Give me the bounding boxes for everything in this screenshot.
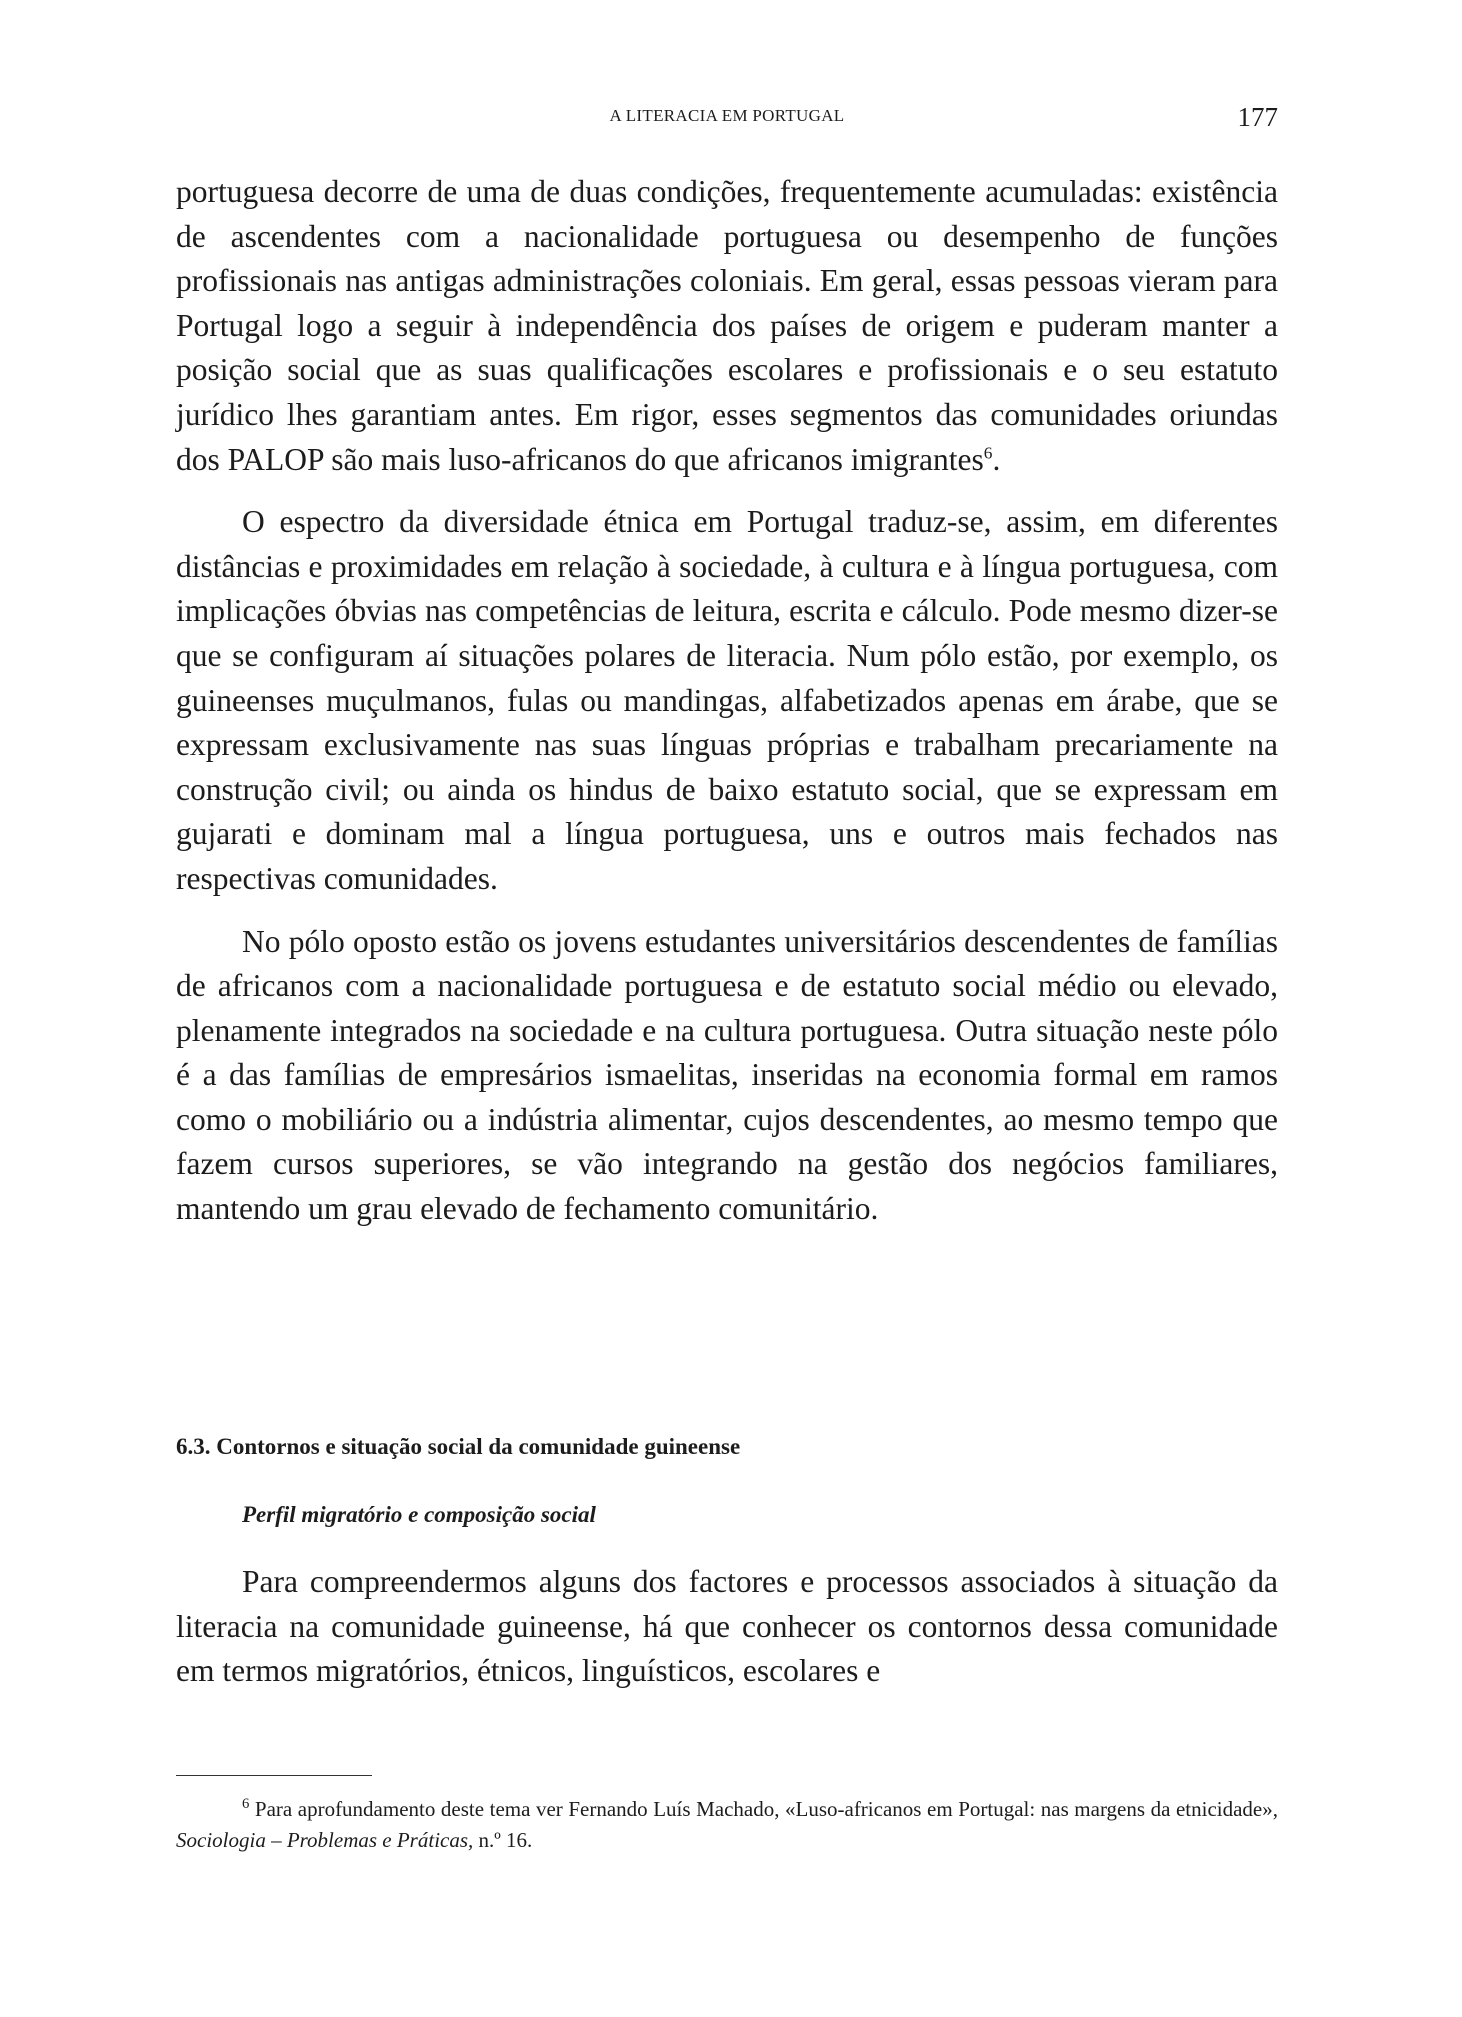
footnote-reference[interactable]: 6 (983, 443, 993, 463)
footnote-journal: Sociologia – Problemas e Práticas, (176, 1828, 474, 1852)
footnote-divider (176, 1775, 372, 1776)
section-body (176, 1560, 1278, 1694)
paragraph-2: O espectro da diversidade étnica em Portugal traduz-se, assim, em diferentes distâncias e proximidades em relação à sociedade, à cultura e à língua portuguesa, com implicações óbvias nas competências de leitura, escrita e cálculo. Pode mesmo dizer-se que se configuram aí situações polares de literacia. Num pólo estão, por exemplo, os guineenses muçulmanos, fulas ou mandingas, alfabetizados apenas em árabe, que se expressam exclusivamente nas suas línguas próprias e trabalham precariamente na construção civil; ou ainda os hindus de baixo estatuto social, que se expressam em gujarati e dominam mal a língua portuguesa, uns e outros mais fechados nas respectivas comunidades. (176, 504, 1278, 896)
footnote-marker: 6 (242, 1796, 250, 1812)
section-heading: 6.3. Contornos e situação social da comunidade guineense (176, 1434, 741, 1459)
paragraph-1 (176, 170, 1278, 482)
footnote-text: Para aprofundamento deste tema ver Fernando Luís Machado, «Luso-africanos em Portugal: nas margens da etnicidade», (249, 1797, 1278, 1821)
body-text (176, 170, 1278, 1250)
paragraph-1-end: . (992, 441, 1001, 477)
footnote (176, 1794, 1278, 1856)
running-title: A LITERACIA EM PORTUGAL (609, 106, 845, 125)
footnote-issue: n.º 16. (473, 1828, 533, 1852)
subsection-heading: Perfil migratório e composição social (242, 1502, 596, 1527)
paragraph-3: No pólo oposto estão os jovens estudantes universitários descendentes de famílias de africanos com a nacionalidade portuguesa e de estatuto social médio ou elevado, plenamente integrados na sociedade e na cultura portuguesa. Outra situação neste pólo é a das famílias de empresários ismaelitas, inseridas na economia formal em ramos como o mobiliário ou a indústria alimentar, cujos descendentes, ao mesmo tempo que fazem cursos superiores, se vão integrando na gestão dos negócios familiares, mantendo um grau elevado de fechamento comunitário. (176, 923, 1278, 1227)
paragraph-1-text: portuguesa decorre de uma de duas condições, frequentemente acumuladas: existência de ascendentes com a nacionalidade portuguesa ou desempenho de funções profissionais nas antigas administrações coloniais. Em geral, essas pessoas vieram para Portugal logo a seguir à independência dos países de origem e puderam manter a posição social que as suas qualificações escolares e profissionais e o seu estatuto jurídico lhes garantiam antes. Em rigor, esses segmentos das comunidades oriundas dos PALOP são mais luso-africanos do que africanos imigrantes (176, 174, 1278, 477)
paragraph-4: Para compreendermos alguns dos factores e processos associados à situação da literacia na comunidade guineense, há que conhecer os contornos dessa comunidade em termos migratórios, étnicos, linguísticos, escolares e (176, 1564, 1278, 1689)
page-number: 177 (1237, 102, 1278, 132)
page-header (176, 102, 1278, 142)
